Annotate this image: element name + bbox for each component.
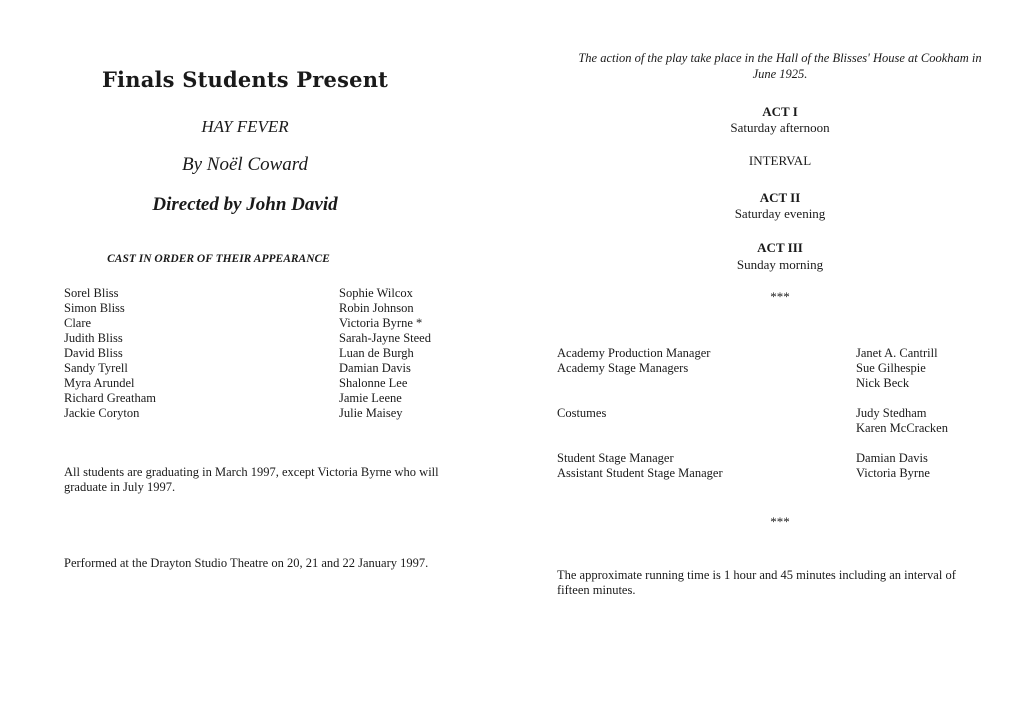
cast-actor: Luan de Burgh: [339, 346, 414, 360]
crew-role: Costumes: [557, 406, 607, 420]
performance-venue-dates: Performed at the Drayton Studio Theatre on 20, 21 and 22 January 1997.: [64, 556, 429, 570]
act-2-heading: ACT II: [759, 190, 801, 205]
section-divider: ***: [770, 289, 790, 304]
cast-actor: Robin Johnson: [339, 301, 414, 315]
crew-name: Judy Stedham: [856, 406, 927, 420]
cast-actor: Victoria Byrne *: [339, 316, 423, 330]
cast-actor: Jamie Leene: [339, 391, 402, 405]
crew-name: Victoria Byrne: [856, 466, 930, 480]
cast-actors-list: [339, 286, 431, 421]
cast-role: Clare: [64, 316, 92, 330]
cast-roles-list: [64, 286, 156, 421]
programme-heading: Finals Students Present: [101, 67, 389, 92]
act-1-time: Saturday afternoon: [730, 120, 830, 135]
cast-role: Sandy Tyrell: [64, 361, 128, 375]
play-title: HAY FEVER: [201, 117, 289, 136]
director-line: Directed by John David: [152, 194, 338, 215]
cast-role: Simon Bliss: [64, 301, 125, 315]
crew-name: Damian Davis: [856, 451, 928, 465]
crew-name: Karen McCracken: [856, 421, 948, 435]
crew-role: Academy Production Manager: [557, 346, 711, 360]
act-3-time: Sunday morning: [736, 257, 824, 272]
graduation-note: All students are graduating in March 1997, except Victoria Byrne who will graduate in July 1997.: [64, 465, 439, 494]
interval-label: INTERVAL: [748, 153, 812, 168]
crew-role: Student Stage Manager: [557, 451, 674, 465]
cast-role: David Bliss: [64, 346, 123, 360]
cast-actor: Julie Maisey: [339, 406, 403, 420]
play-setting-note: The action of the play take place in the Hall of the Blisses' House at Cookham in June 1925.: [578, 51, 982, 81]
cast-role: Judith Bliss: [64, 331, 123, 345]
running-time-note: The approximate running time is 1 hour and 45 minutes including an interval of fifteen minutes.: [557, 568, 956, 597]
cast-actor: Sarah-Jayne Steed: [339, 331, 431, 345]
cast-actor: Shalonne Lee: [339, 376, 408, 390]
act-3-heading: ACT III: [757, 240, 803, 255]
crew-role: Assistant Student Stage Manager: [557, 466, 723, 480]
crew-name: Sue Gilhespie: [856, 361, 926, 375]
section-divider: ***: [770, 514, 790, 529]
cast-actor: Sophie Wilcox: [339, 286, 413, 300]
author-line: By Noël Coward: [182, 154, 308, 175]
cast-role: Myra Arundel: [64, 376, 135, 390]
cast-role: Sorel Bliss: [64, 286, 119, 300]
crew-name: Nick Beck: [856, 376, 910, 390]
cast-heading: CAST IN ORDER OF THEIR APPEARANCE: [107, 253, 330, 265]
cast-role: Richard Greatham: [64, 391, 156, 405]
cast-actor: Damian Davis: [339, 361, 411, 375]
cast-role: Jackie Coryton: [64, 406, 140, 420]
crew-role: Academy Stage Managers: [557, 361, 689, 375]
act-1-heading: ACT I: [762, 104, 798, 119]
act-2-time: Saturday evening: [734, 206, 826, 221]
crew-name: Janet A. Cantrill: [856, 346, 938, 360]
